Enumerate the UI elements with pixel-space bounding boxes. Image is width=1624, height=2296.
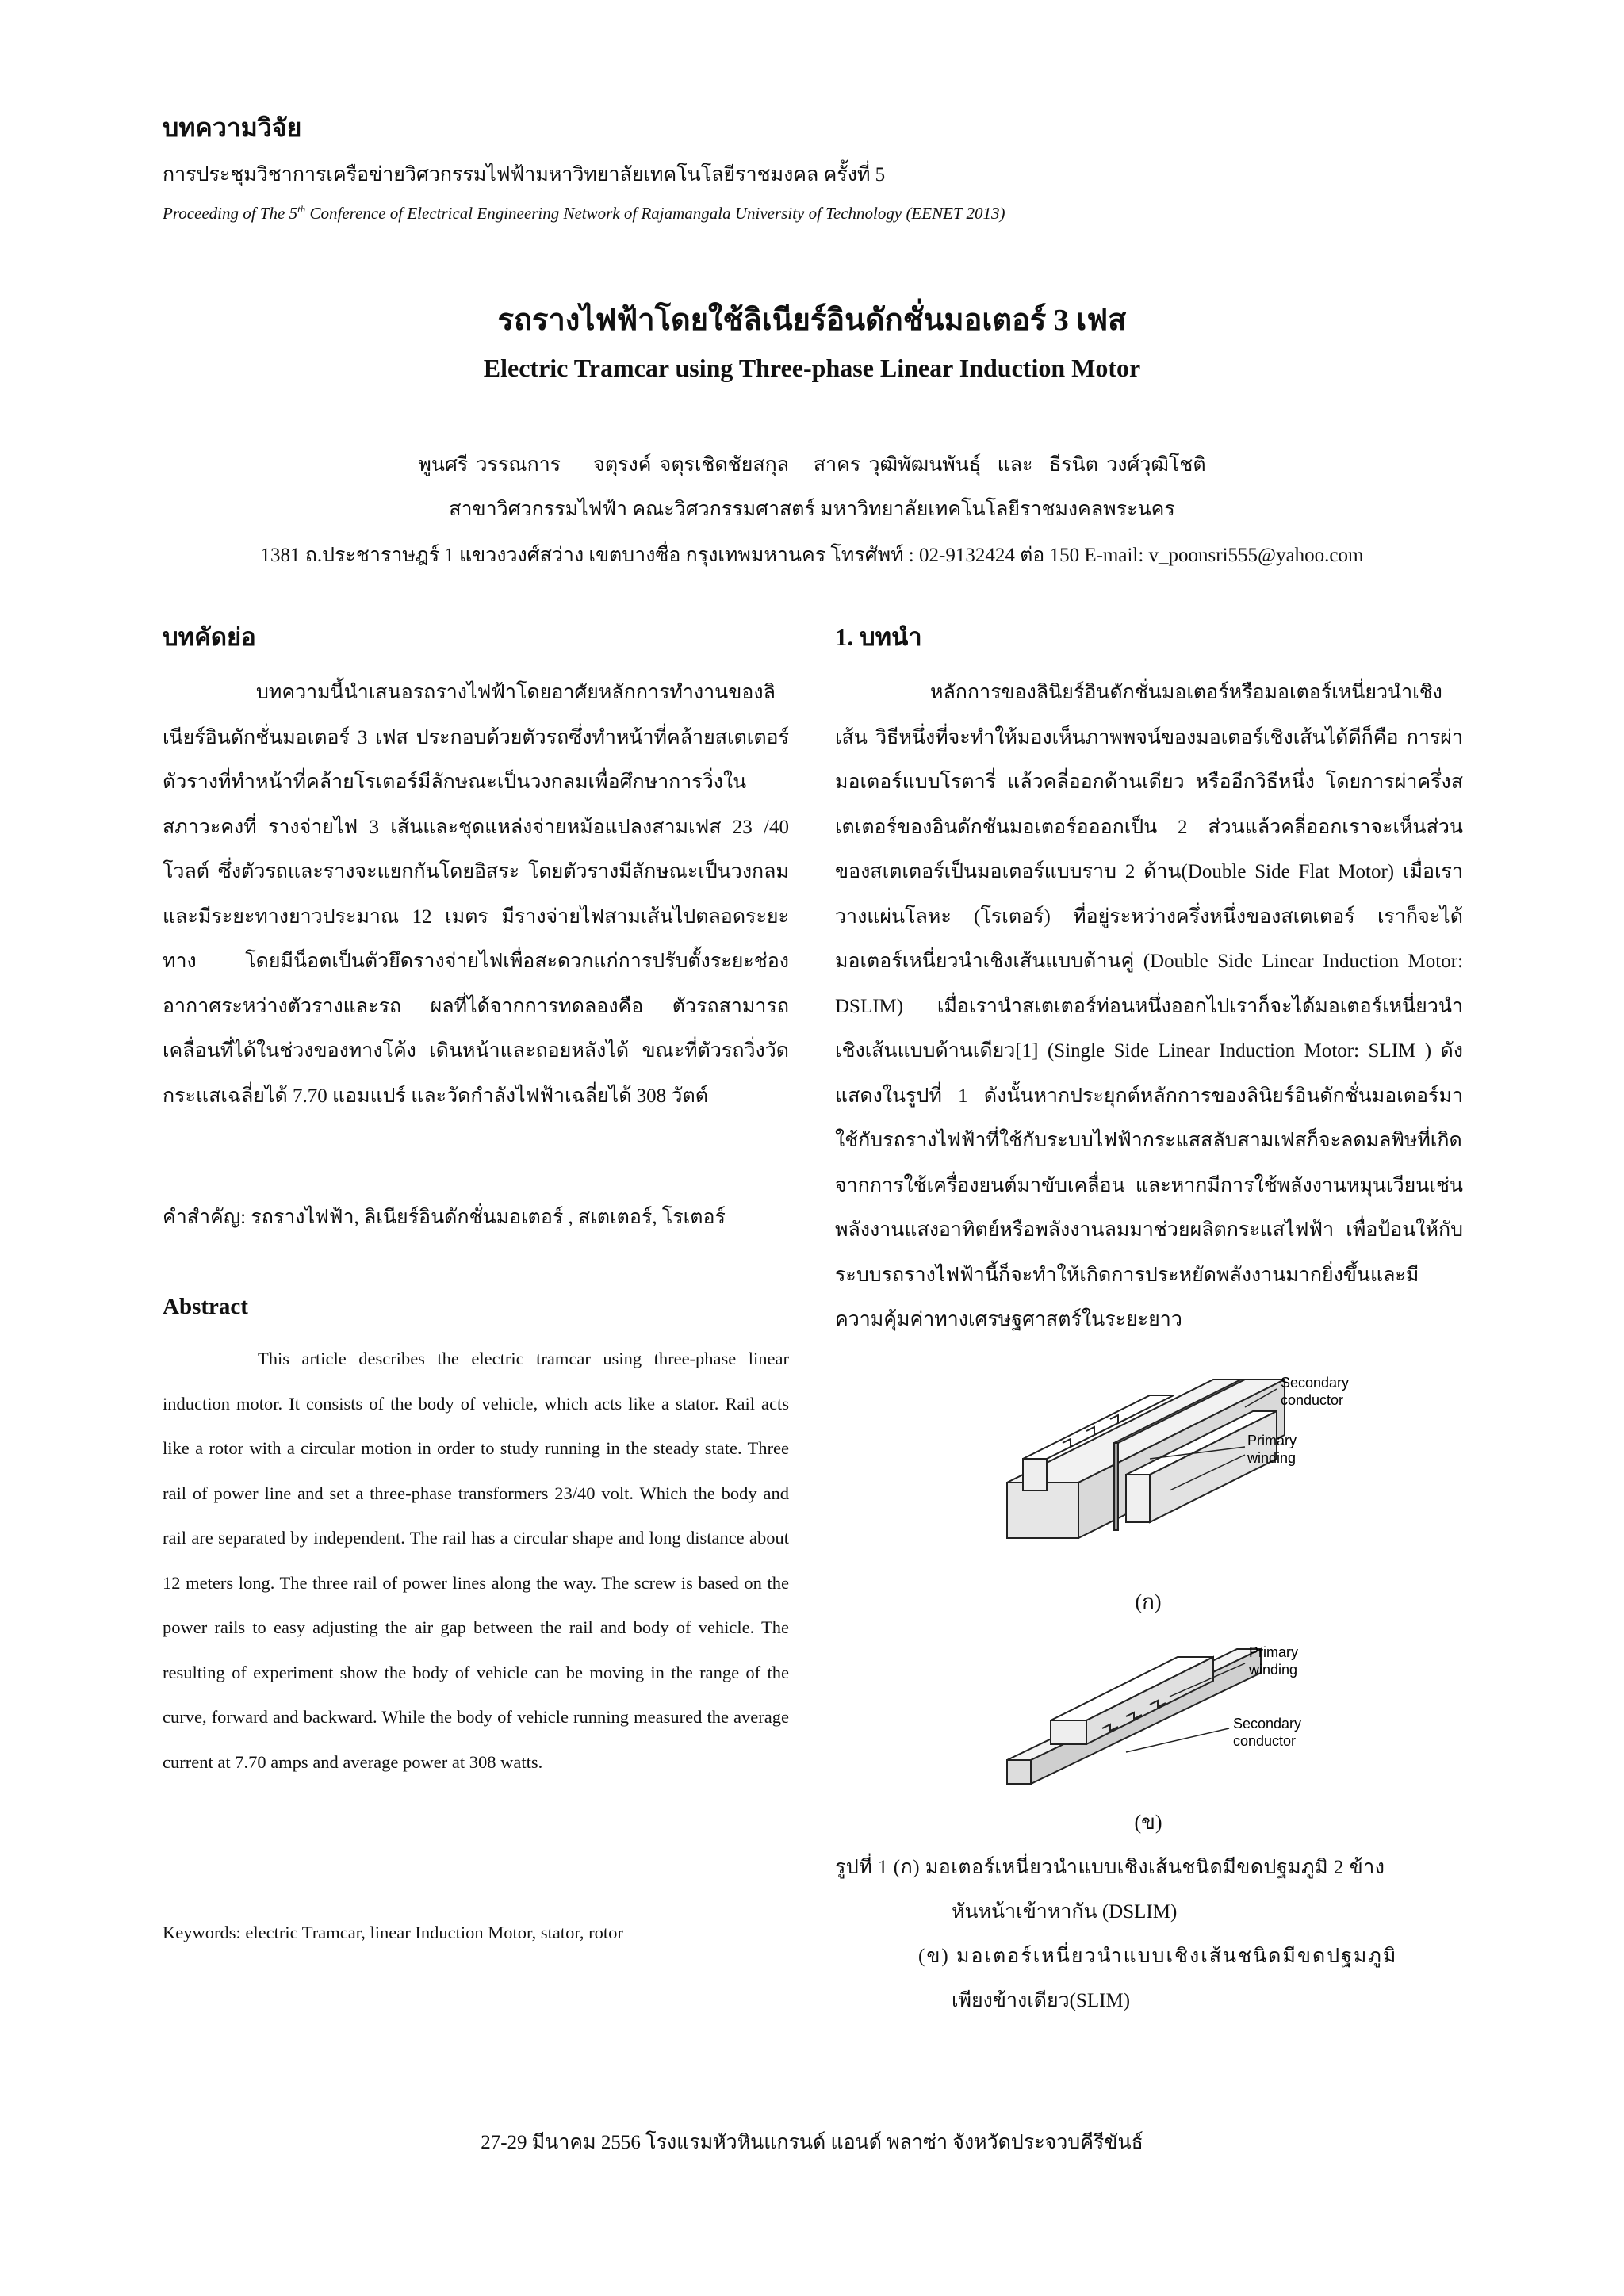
author-names: พูนศรี วรรณการ จตุรงค์ จตุรเชิดชัยสกุล สาคร วุฒิพัฒนพันธุ์ และ ธีรนิต วงศ์วุฒิโชติ [418,454,1206,476]
figure-caption [835,1846,1469,2023]
proceeding-prefix: Proceeding of The 5 [163,204,298,223]
proceeding-suffix: Conference of Electrical Engineering Network of Rajamangala University of Technology (EENET 2013) [305,204,1005,223]
fig-a-secondary-label-1: Secondary [1281,1375,1350,1391]
author-address: 1381 ถ.ประชาราษฎร์ 1 แขวงวงศ์สว่าง เขตบางซื่อ กรุงเทพมหานคร โทรศัพท์ : 02-9132424 ต่อ 150 E-mail: v_poonsri555@yahoo.com [260,545,1364,566]
fig-b-primary-label-2: winding [1249,1662,1298,1678]
fig-b-primary-label-1: Primary [1249,1644,1298,1660]
abstract-th-body: บทความนี้นำเสนอรถรางไฟฟ้าโดยอาศัยหลักการทำงานของลิเนียร์อินดักชั่นมอเตอร์ 3 เฟส ประกอบด้วยตัวรถซึ่งทำหน้าที่คล้ายสเตเตอร์ ตัวรางที่ทำหน้าที่คล้ายโรเตอร์มีลักษณะเป็นวงกลมเพื่อศึกษาการวิ่งในสภาวะคงที่ รางจ่ายไฟ 3 เส้นและชุดแหล่งจ่ายหม้อแปลงสามเฟส 23 /40 โวลต์ ซึ่งตัวรถและรางจะแยกกันโดยอิสระ โดยตัวรางมีลักษณะเป็นวงกลมและมีระยะทางยาวประมาณ 12 เมตร มีรางจ่ายไฟสามเส้นไปตลอดระยะทาง โดยมีน็อตเป็นตัวยึดรางจ่ายไฟเพื่อสะดวกแก่การปรับตั้งระยะช่องอากาศระหว่างตัวรางและรถ ผลที่ได้จากการทดลองคือ ตัวรถสามารถเคลื่อนที่ได้ในช่วงของทางโค้ง เดินหน้าและถอยหลังได้ ขณะที่ตัวรถวิ่งวัดกระแสเฉลี่ยได้ 7.70 แอมแปร์ และวัดกำลังไฟฟ้าเฉลี่ยได้ 308 วัตต์ [163,682,789,1107]
intro-body: หลักการของลินิยร์อินดักชั่นมอเตอร์หรือมอเตอร์เหนี่ยวนำเชิงเส้น วิธีหนึ่งที่จะทำให้มองเห็นภาพพจน์ของมอเตอร์เชิงเส้นได้ดีก็คือ การผ่ามอเตอร์แบบโรตารี่ แล้วคลี่ออกด้านเดียว หรืออีกวิธีหนึ่ง โดยการผ่าครึ่งสเตเตอร์ของอินดักชันมอเตอร์อออกเป็น 2 ส่วนแล้วคลี่ออกเราจะเห็นส่วนของสเตเตอร์เป็นมอเตอร์แบบราบ 2 ด้าน(Double Side Flat Motor) เมื่อเราวางแผ่นโลหะ (โรเตอร์) ที่อยู่ระหว่างครึ่งหนึ่งของสเตเตอร์ เราก็จะได้มอเตอร์เหนี่ยวนำเชิงเส้นแบบด้านคู่ (Double Side Linear Induction Motor: DSLIM) เมื่อเรานำสเตเตอร์ท่อนหนึ่งออกไปเราก็จะได้มอเตอร์เหนี่ยวนำเชิงเส้นแบบด้านเดียว[1] (Single Side Linear Induction Motor: SLIM ) ดังแสดงในรูปที่ 1 ดังนั้นหากประยุกต์หลักการของลินิยร์อินดักชั่นมอเตอร์มาใช้กับรถรางไฟฟ้าที่ใช้กับระบบไฟฟ้ากระแสสลับสามเฟสก็จะลดมลพิษที่เกิดจากการใช้เครื่องยนต์มาขับเคลื่อน และหากมีการใช้พลังงานหมุนเวียนเช่นพลังงานแสงอาทิตย์หรือพลังงานลมมาช่วยผลิตกระแสไฟฟ้า เพื่อป้อนให้กับระบบรถรางไฟฟ้านี้ก็จะทำให้เกิดการประหยัดพลังงานมากยิ่งขึ้นและมีความคุ้มค่าทางเศรษฐศาสตร์ในระยะยาว [835,682,1463,1330]
conference-name-th: การประชุมวิชาการเครือข่ายวิศวกรรมไฟฟ้ามหาวิทยาลัยเทคโนโลยีราชมงคล ครั้งที่ 5 [163,164,886,186]
page-footer: 27-29 มีนาคม 2556 โรงแรมหัวหินแกรนด์ แอนด์ พลาซ่า จังหวัดประจวบคีรีขันธ์ [481,2132,1143,2153]
caption-line-4: เพียงข้างเดียว(SLIM) [952,1990,1131,2011]
abstract-th-heading: บทคัดย่อ [163,623,256,651]
figure-a-label: (ก) [1135,1590,1162,1613]
figure-b-slim [1007,1633,1340,1816]
title-thai: รถรางไฟฟ้าโดยใช้ลิเนียร์อินดักชั่นมอเตอร์ 3 เฟส [497,304,1127,337]
keywords-english: Keywords: electric Tramcar, linear Induction Motor, stator, rotor [163,1923,623,1942]
abstract-en-body: This article describes the electric tramcar using three-phase linear induction motor. It consists of the body of vehicle, which acts like a stator. Rail acts like a rotor with a circular motion in order to study running in the steady state. Three rail of power line and set a three-phase transformers 23/40 volt. Which the body and rail are separated by independent. The rail has a circular shape and long distance about 12 meters long. The three rail of power lines along the way. The screw is based on the power rails to easy adjusting the air gap between the rail and body of vehicle. The resulting of experiment show the body of vehicle can be moving in the range of the curve, forward and backward. While the body of vehicle running measured the average current at 7.70 amps and average power at 308 watts. [163,1349,789,1772]
keywords-thai: คำสำคัญ: รถรางไฟฟ้า, ลิเนียร์อินดักชั่นมอเตอร์ , สเตเตอร์, โรเตอร์ [163,1207,726,1228]
right-column [835,622,1463,1343]
proceeding-line [163,203,1471,224]
paper-type-label: บทความวิจัย [163,113,302,142]
caption-line-1: รูปที่ 1 (ก) มอเตอร์เหนี่ยวนำแบบเชิงเส้นชนิดมีขดปฐมภูมิ 2 ข้าง [835,1857,1385,1878]
title-english: Electric Tramcar using Three-phase Linear Induction Motor [483,354,1141,382]
proceeding-superscript: th [297,203,306,215]
fig-a-secondary-label-2: conductor [1281,1392,1344,1408]
fig-b-secondary-label-1: Secondary [1233,1716,1302,1732]
intro-heading: 1. บทนำ [835,623,922,651]
fig-a-primary-label-1: Primary [1247,1433,1297,1448]
abstract-en-block [163,1291,789,1785]
caption-line-2: หันหน้าเข้าหากัน (DSLIM) [952,1901,1178,1923]
abstract-en-heading: Abstract [163,1294,248,1319]
fig-a-primary-label-2: winding [1247,1450,1297,1466]
figure-a-dslim [1007,1372,1350,1570]
left-column [163,622,789,1119]
fig-b-secondary-label-2: conductor [1233,1733,1297,1749]
caption-line-3: (ข) มอเตอร์เหนี่ยวนำแบบเชิงเส้นชนิดมีขดปฐมภูมิ [918,1946,1398,1967]
author-department: สาขาวิศวกรรมไฟฟ้า คณะวิศวกรรมศาสตร์ มหาวิทยาลัยเทคโนโลยีราชมงคลพระนคร [449,499,1175,520]
figure-b-label: (ข) [1134,1811,1162,1834]
